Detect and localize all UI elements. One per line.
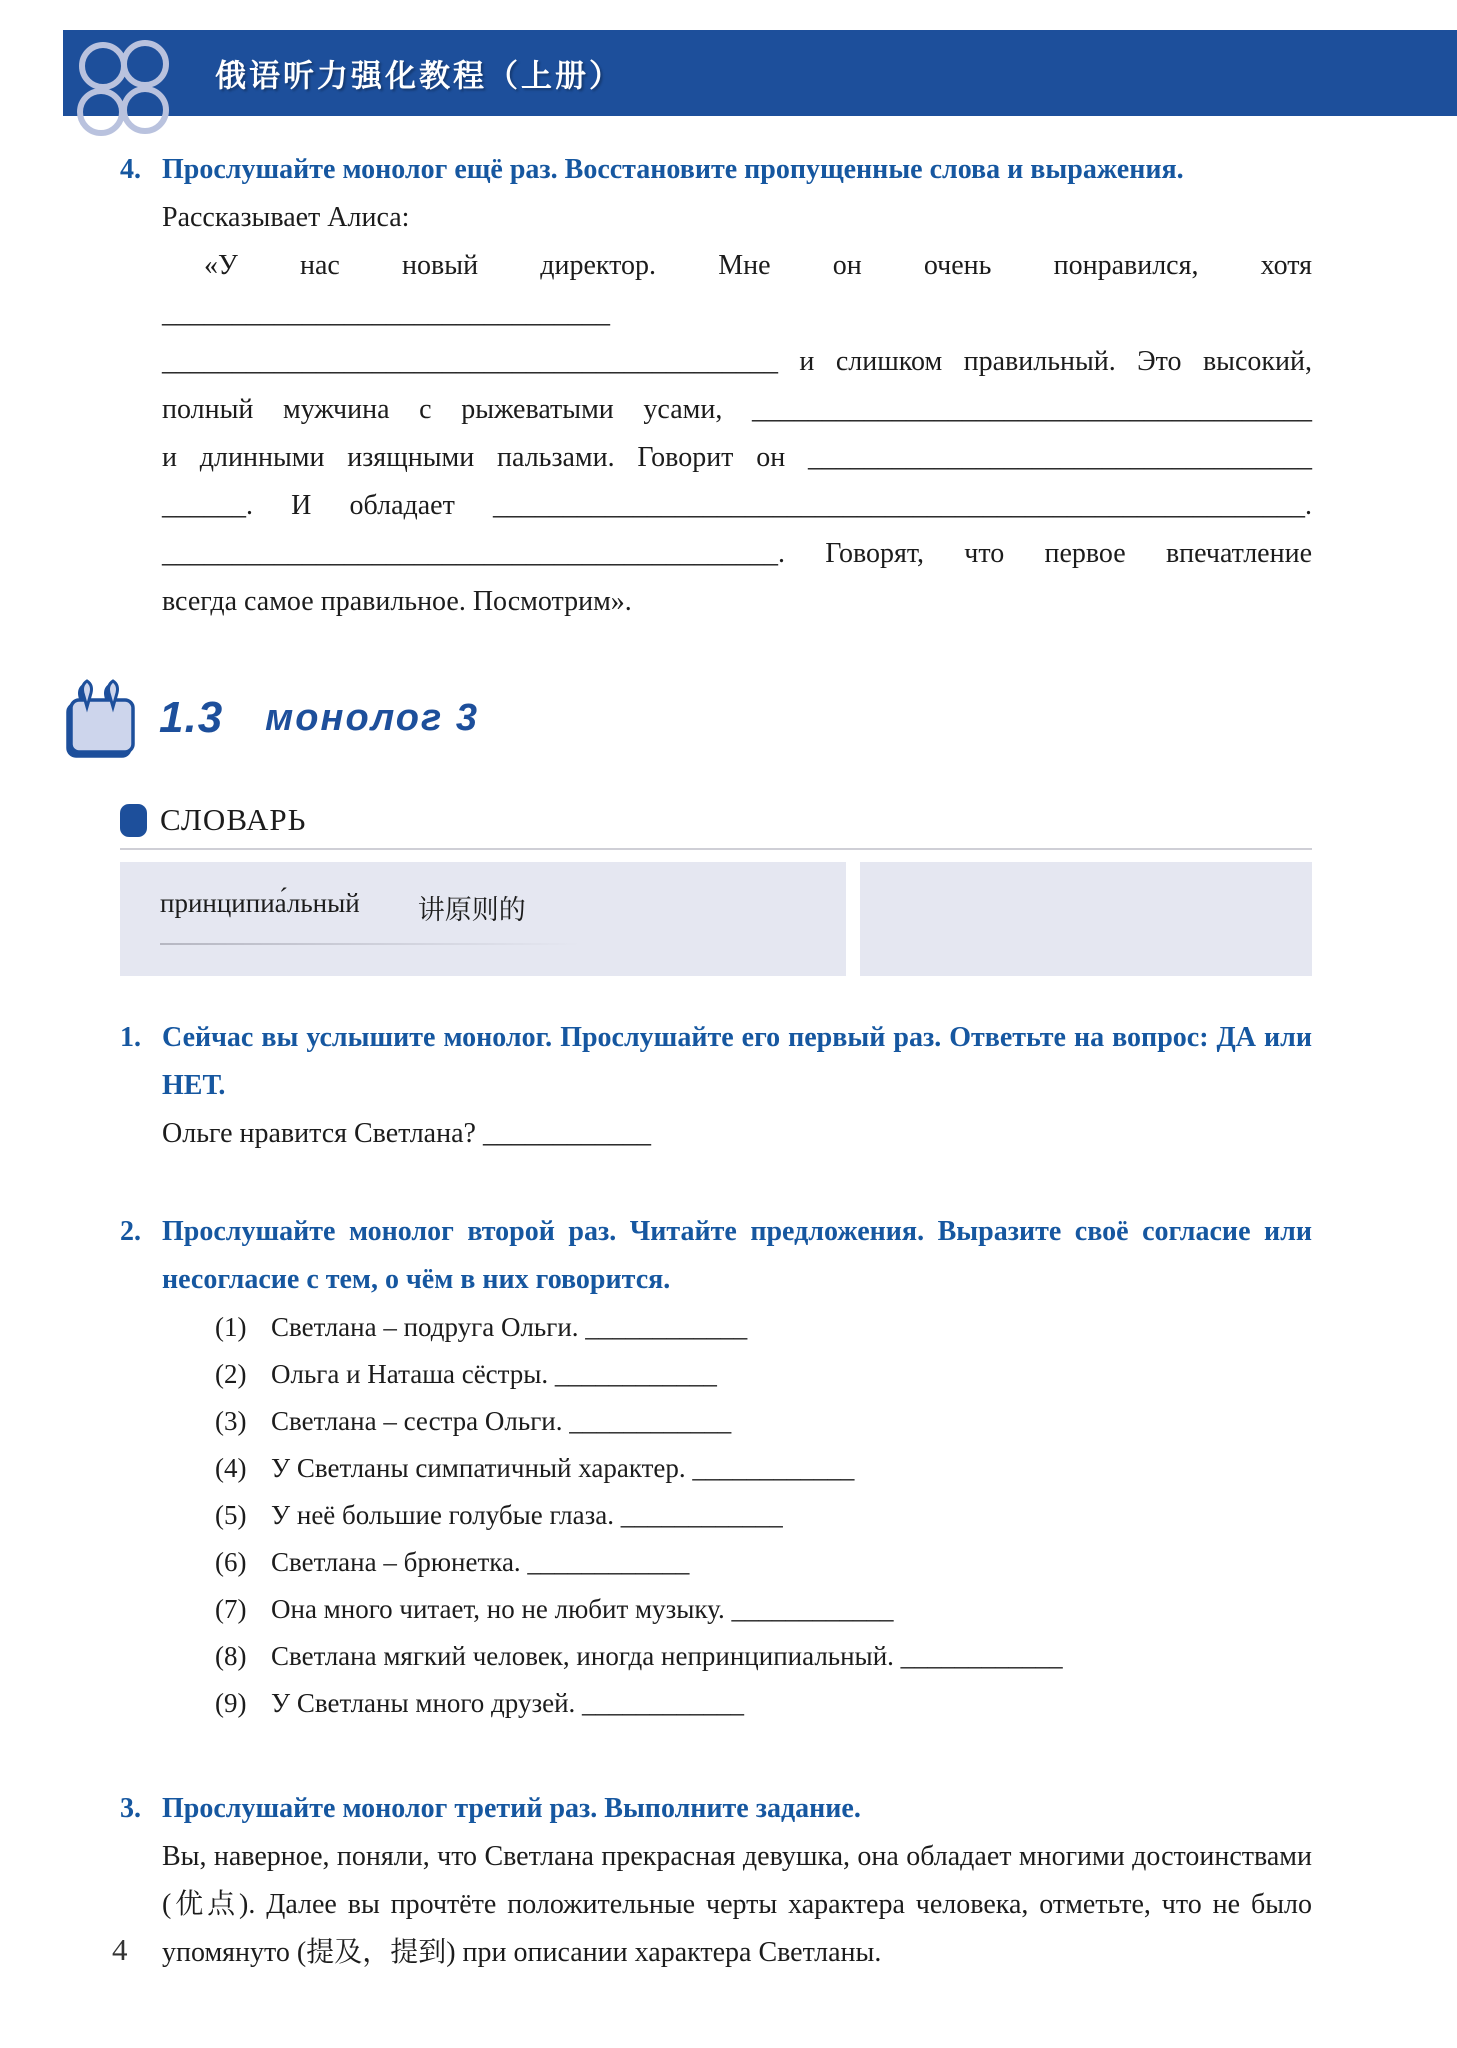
exercise-2 <box>120 1208 1312 1727</box>
item-number: (4) <box>215 1453 247 1483</box>
exercise-3-body: Вы, наверное, поняли, что Светлана прекрасная девушка, она обладает многими достоинствами (优点). Далее вы прочтёте положительные черты характера человека, отметьте, что не было упомянуто (提及，提到) при описании характера Светланы. <box>162 1841 1312 1968</box>
paragraph-line: ____________________________________________. Говорят, что первое впечатление <box>162 538 1312 569</box>
exercise-4-intro: Рассказывает Алиса: <box>162 202 410 233</box>
list-item <box>215 1351 1312 1398</box>
four-circles-logo-icon <box>76 39 172 143</box>
item-text: Она много читает, но не любит музыку. ____________ <box>271 1594 894 1624</box>
list-item <box>215 1445 1312 1492</box>
item-text: У Светланы симпатичный характер. ____________ <box>271 1453 855 1483</box>
paragraph-line: «У нас новый директор. Мне он очень понравился, хотя ________________________________ <box>162 250 1312 329</box>
list-item <box>215 1304 1312 1351</box>
item-number: (2) <box>215 1359 247 1389</box>
list-item <box>215 1398 1312 1445</box>
page-content <box>120 146 1312 1977</box>
vocab-word: принципиа́льный <box>160 888 360 918</box>
item-number: (7) <box>215 1594 247 1624</box>
vocabulary-heading: СЛОВАРЬ <box>160 802 307 837</box>
vocab-entry <box>160 888 846 927</box>
vocab-box-left <box>120 862 846 976</box>
list-item <box>215 1539 1312 1586</box>
item-text: Светлана – сестра Ольги. ____________ <box>271 1406 732 1436</box>
vocab-box-right <box>860 862 1312 976</box>
exercise-3-number: 3. <box>120 1793 141 1824</box>
header-bar <box>63 30 1457 116</box>
item-number: (8) <box>215 1641 247 1671</box>
item-text: Светлана – брюнетка. ____________ <box>271 1547 690 1577</box>
paragraph-line: и длинными изящными пальзами. Говорит он ____________________________________ <box>162 442 1312 473</box>
page-number: 4 <box>112 1932 128 1967</box>
item-text: У неё большие голубые глаза. ____________ <box>271 1500 783 1530</box>
list-item <box>215 1492 1312 1539</box>
exercise-4-paragraph <box>162 242 1312 626</box>
section-number: 1.3 <box>159 693 224 742</box>
item-number: (5) <box>215 1500 247 1530</box>
exercise-4 <box>120 146 1312 626</box>
item-number: (9) <box>215 1688 247 1718</box>
exercise-3 <box>120 1785 1312 1977</box>
item-number: (1) <box>215 1312 247 1342</box>
paragraph-line: полный мужчина с рыжеватыми усами, ________________________________________ <box>162 394 1312 425</box>
exercise-1-title: Сейчас вы услышите монолог. Прослушайте его первый раз. Ответьте на вопрос: ДА или НЕТ. <box>162 1022 1312 1101</box>
paragraph-line: всегда самое правильное. Посмотрим». <box>162 586 632 617</box>
item-text: Светлана мягкий человек, иногда непринципиальный. ____________ <box>271 1641 1063 1671</box>
item-number: (3) <box>215 1406 247 1436</box>
item-number: (6) <box>215 1547 247 1577</box>
vocabulary-block <box>120 802 1312 976</box>
exercise-2-title: Прослушайте монолог второй раз. Читайте предложения. Выразите своё согласие или несогласие с тем, о чём в них говорится. <box>162 1216 1312 1295</box>
exercise-3-title: Прослушайте монолог третий раз. Выполните задание. <box>162 1793 861 1824</box>
list-item <box>215 1680 1312 1727</box>
notepad-icon <box>63 678 141 758</box>
item-text: Ольга и Наташа сёстры. ____________ <box>271 1359 717 1389</box>
exercise-1-number: 1. <box>120 1022 141 1053</box>
book-title: 俄语听力强化教程（上册） <box>215 58 623 94</box>
square-bullet-icon <box>120 804 147 837</box>
vocab-underline <box>160 943 580 945</box>
paragraph-line: ____________________________________________ и слишком правильный. Это высокий, <box>162 346 1312 377</box>
section-title: монолог 3 <box>265 696 479 739</box>
exercise-1 <box>120 1014 1312 1158</box>
vocab-translation: 讲原则的 <box>417 895 526 925</box>
paragraph-line: ______. И обладает __________________________________________________________. <box>162 490 1312 521</box>
item-text: Светлана – подруга Ольги. ____________ <box>271 1312 748 1342</box>
list-item <box>215 1586 1312 1633</box>
exercise-4-title: Прослушайте монолог ещё раз. Восстановите пропущенные слова и выражения. <box>162 154 1184 185</box>
exercise-4-number: 4. <box>120 154 141 185</box>
exercise-1-question: Ольге нравится Светлана? ____________ <box>162 1118 651 1149</box>
section-1-3-header <box>63 676 1312 760</box>
exercise-2-number: 2. <box>120 1216 141 1247</box>
list-item <box>215 1633 1312 1680</box>
item-text: У Светланы много друзей. ____________ <box>271 1688 745 1718</box>
